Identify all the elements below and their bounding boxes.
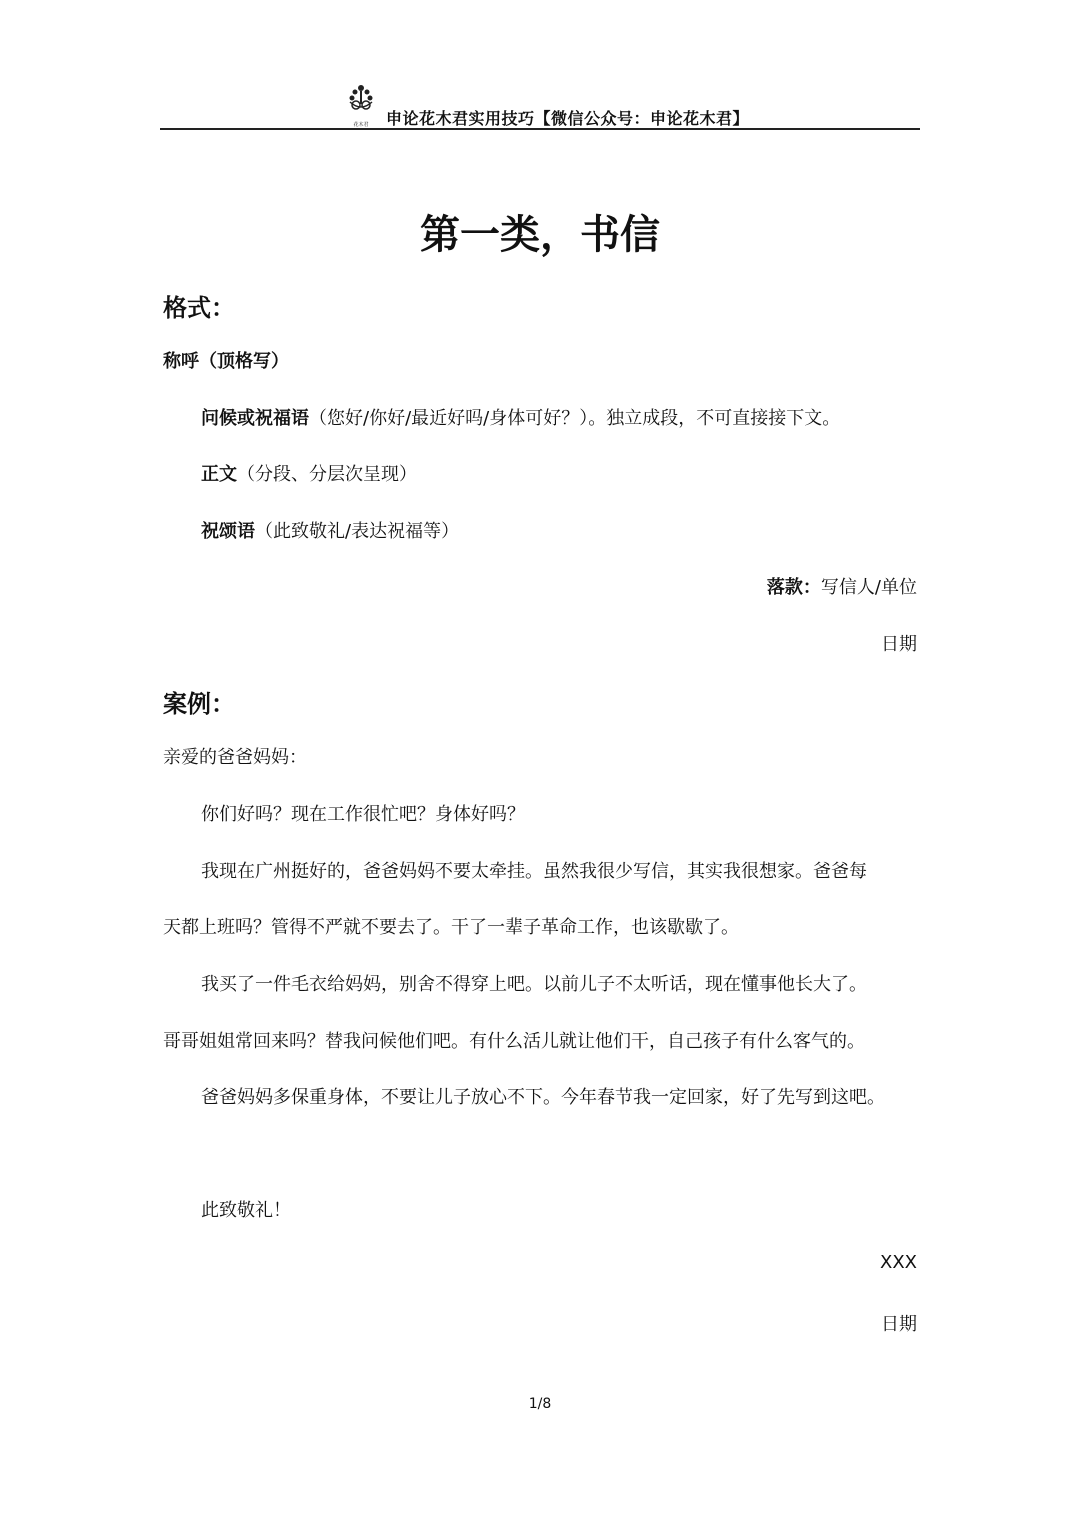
format-date: 日期	[881, 634, 917, 655]
page-number: 1/8	[528, 1396, 552, 1412]
example-salutation: 亲爱的爸爸妈妈：	[163, 747, 307, 768]
closing-text: （此致敬礼/表达祝福等）	[255, 521, 460, 542]
format-heading: 格式：	[163, 294, 235, 322]
greeting-text: （您好/你好/最近好吗/身体可好？）。独立成段，不可直接接下文。	[309, 408, 841, 429]
logo-text: 花木君	[353, 122, 369, 128]
format-body	[201, 460, 417, 486]
example-heading: 案例：	[163, 690, 235, 718]
format-closing	[201, 517, 459, 543]
body-text: （分段、分层次呈现）	[237, 464, 417, 485]
example-paragraph-2-line-1: 我现在广州挺好的，爸爸妈妈不要太牵挂。虽然我很少写信，其实我很想家。爸爸每	[201, 861, 867, 882]
example-paragraph-2-line-2: 天都上班吗？管得不严就不要去了。干了一辈子革命工作，也该歇歇了。	[163, 917, 739, 938]
flower-logo-icon	[346, 82, 376, 128]
signature-label: 落款：	[766, 577, 821, 598]
example-date: 日期	[881, 1314, 917, 1335]
format-salutation: 称呼（顶格写）	[163, 351, 289, 372]
example-closing: 此致敬礼！	[201, 1200, 291, 1221]
body-label: 正文	[201, 464, 237, 485]
greeting-label: 问候或祝福语	[201, 408, 309, 429]
signature-text: 写信人/单位	[820, 577, 917, 598]
example-paragraph-3-line-2: 哥哥姐姐常回来吗？替我问候他们吧。有什么活儿就让他们干，自己孩子有什么客气的。	[163, 1031, 865, 1052]
format-greeting	[201, 404, 840, 430]
example-paragraph-4: 爸爸妈妈多保重身体，不要让儿子放心不下。今年春节我一定回家，好了先写到这吧。	[201, 1087, 885, 1108]
page-header	[160, 80, 920, 130]
example-paragraph-3-line-1: 我买了一件毛衣给妈妈，别舍不得穿上吧。以前儿子不太听话，现在懂事他长大了。	[201, 974, 867, 995]
page-title: 第一类，书信	[420, 212, 660, 258]
header-divider	[160, 128, 920, 130]
example-paragraph-1: 你们好吗？现在工作很忙吧？身体好吗？	[201, 804, 525, 825]
format-signature	[767, 573, 917, 599]
header-title: 申论花木君实用技巧【微信公众号：申论花木君】	[386, 109, 750, 128]
example-signature: XXX	[880, 1252, 917, 1273]
closing-label: 祝颂语	[201, 521, 255, 542]
